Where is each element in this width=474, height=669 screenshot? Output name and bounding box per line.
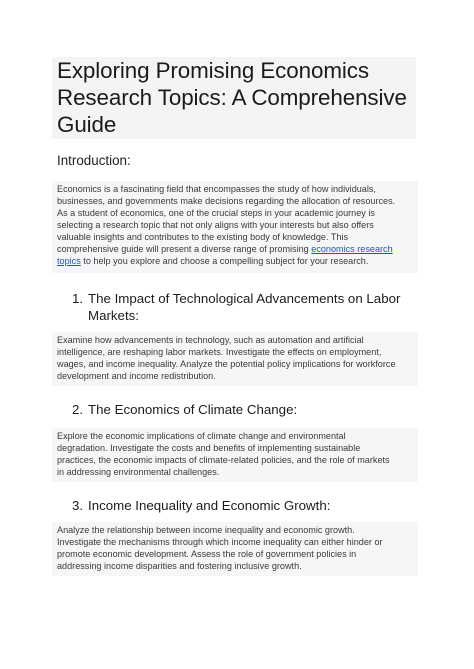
- section-2-number: 2.: [72, 402, 84, 417]
- section-1-title-cont: Markets:: [88, 308, 139, 323]
- section-3-number: 3.: [72, 498, 84, 513]
- intro-heading: Introduction:: [57, 153, 131, 168]
- section-2-body: Explore the economic implications of climate change and environmental degradation. Investigate the costs and benefits of implementing sustainable practices, the economic impacts of climate-related policies, and the role of markets in addressing environmental challenges.: [57, 431, 390, 477]
- section-3-heading: [72, 497, 330, 514]
- section-2-title: The Economics of Climate Change:: [88, 402, 298, 417]
- page-title: Exploring Promising Economics Research Topics: A Comprehensive Guide: [57, 58, 407, 137]
- section-1-heading: [72, 290, 400, 324]
- intro-paragraph: [57, 183, 421, 267]
- section-1-number: 1.: [72, 291, 84, 306]
- intro-text: Economics is a fascinating field that encompasses the study of how individuals, businesses, and governments make decisions regarding the allocation of resources. As a student of economics, one of the crucial steps in your academic journey is selecting a research topic that not only aligns with your interests but also offers valuable insights and contributes to the existing body of knowledge. This comprehensive guide will present a diverse range of promising: [57, 184, 396, 254]
- research-topics-link[interactable]: economics research: [311, 244, 393, 254]
- research-topics-link-cont[interactable]: topics: [57, 256, 81, 266]
- section-2-heading: [72, 401, 297, 418]
- intro-text-end: to help you explore and choose a compelling subject for your research.: [80, 256, 369, 266]
- section-1-body: Examine how advancements in technology, such as automation and artificial intelligence, are reshaping labor markets. Investigate the effects on employment, wages, and income inequality. Analyze the potential policy implications for workforce development and income redistribution.: [57, 335, 396, 381]
- section-1-title: The Impact of Technological Advancements on Labor: [88, 291, 401, 306]
- section-3-body: Analyze the relationship between income inequality and economic growth. Investigate the mechanisms through which income inequality can either hinder or promote economic development. Assess the role of government policies in addressing income disparities and fostering inclusive growth.: [57, 525, 383, 571]
- section-3-title: Income Inequality and Economic Growth:: [88, 498, 331, 513]
